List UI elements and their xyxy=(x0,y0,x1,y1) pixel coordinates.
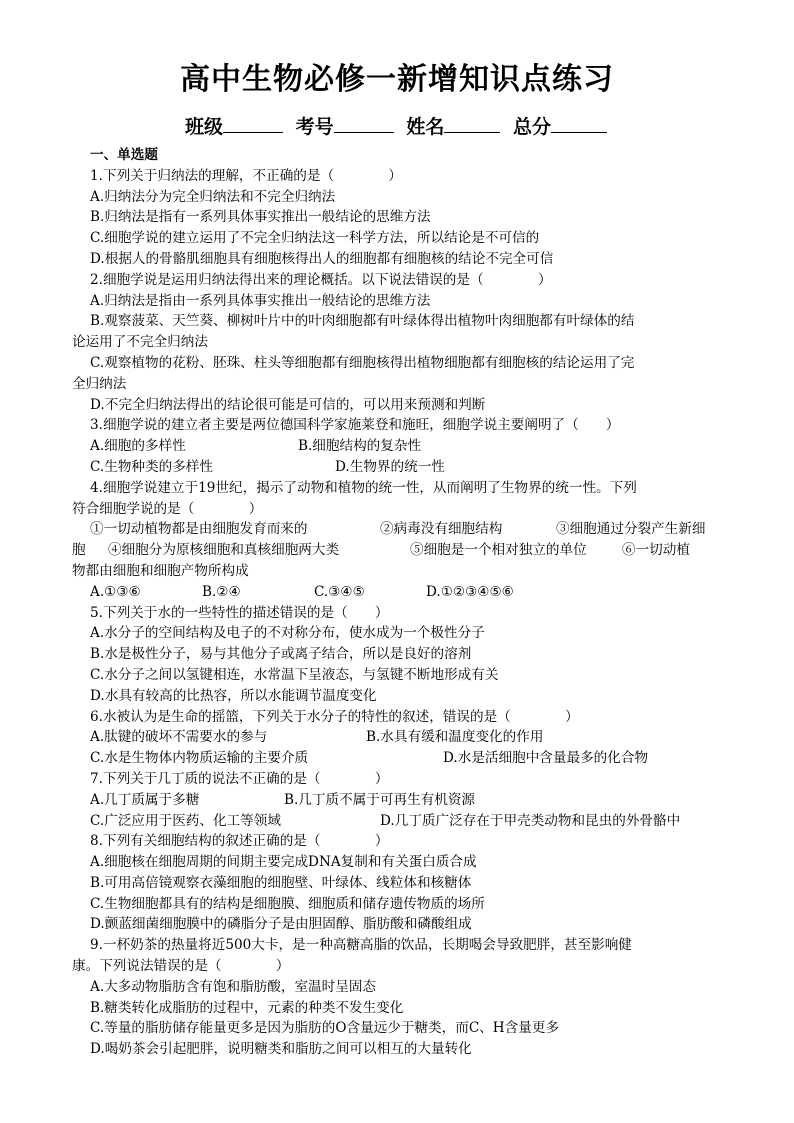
option-d[interactable]: D.生物界的统一性 xyxy=(335,458,445,475)
question-6 xyxy=(90,707,733,769)
option-d[interactable]: D.水是活细胞中含量最多的化合物 xyxy=(443,750,649,767)
total-score-label: 总分 xyxy=(512,116,551,138)
option-c[interactable]: C.③④⑤ xyxy=(314,583,365,600)
option-d[interactable]: D.颤蓝细菌细胞膜中的磷脂分子是由胆固醇、脂肪酸和磷酸组成 xyxy=(90,916,472,933)
question-7 xyxy=(90,769,733,831)
class-blank[interactable] xyxy=(223,112,283,133)
question-stem: 7.下列关于几丁质的说法不正确的是（ ） xyxy=(90,770,389,787)
question-5 xyxy=(90,603,733,707)
option-c[interactable]: C.等量的脂肪储存能量更多是因为脂肪的O含量远少于糖类，而C、H含量更多 xyxy=(90,1020,560,1037)
option-a[interactable]: A.几丁质属于多糖 xyxy=(90,791,200,808)
option-a[interactable]: A.细胞的多样性 xyxy=(90,438,186,455)
option-d[interactable]: D.不完全归纳法得出的结论很可能是可信的，可以用来预测和判断 xyxy=(90,396,486,413)
statement-3: ③细胞通过分裂产生新细 xyxy=(556,521,706,538)
question-stem-continued: 康。下列说法错误的是（ ） xyxy=(72,958,290,975)
option-b[interactable]: B.几丁质不属于可再生有机资源 xyxy=(284,791,476,808)
option-b[interactable]: B.可用高倍镜观察衣藻细胞的细胞壁、叶绿体、线粒体和核糖体 xyxy=(90,874,472,891)
question-8 xyxy=(90,831,733,935)
option-c[interactable]: C.生物细胞都具有的结构是细胞膜、细胞质和储存遗传物质的场所 xyxy=(90,895,485,912)
statement-4: ④细胞分为原核细胞和真核细胞两大类 xyxy=(108,542,340,559)
option-a[interactable]: A.归纳法分为完全归纳法和不完全归纳法 xyxy=(90,188,336,205)
class-label: 班级 xyxy=(185,116,224,138)
option-c[interactable]: C.水是生物体内物质运输的主要介质 xyxy=(90,750,309,767)
option-c[interactable]: C.观察植物的花粉、胚珠、柱头等细胞都有细胞核得出植物细胞都有细胞核的结论运用了完 xyxy=(90,354,635,371)
option-a[interactable]: A.大多动物脂肪含有饱和脂肪酸，室温时呈固态 xyxy=(90,978,377,995)
option-c[interactable]: C.广泛应用于医药、化工等领域 xyxy=(90,812,281,829)
question-body xyxy=(72,145,733,1060)
question-stem: 3.细胞学说的建立者主要是两位德国科学家施莱登和施旺，细胞学说主要阐明了（ ） xyxy=(90,417,620,434)
student-info-line xyxy=(0,112,794,140)
page-title: 高中生物必修一新增知识点练习 xyxy=(180,62,614,97)
statement-5: ⑤细胞是一个相对独立的单位 xyxy=(410,542,587,559)
section-heading: 一、单选题 xyxy=(90,147,158,163)
option-b[interactable]: B.②④ xyxy=(202,583,241,600)
question-stem: 8.下列有关细胞结构的叙述正确的是（ ） xyxy=(90,833,389,850)
question-stem: 9.一杯奶茶的热量将近500大卡，是一种高糖高脂的饮品，长期喝会导致肥胖，甚至影响健 xyxy=(90,937,632,954)
option-d[interactable]: D.水具有较高的比热容，所以水能调节温度变化 xyxy=(90,687,377,704)
option-a[interactable]: A.肽键的破坏不需要水的参与 xyxy=(90,729,268,746)
option-c[interactable]: C.细胞学说的建立运用了不完全归纳法这一科学方法，所以结论是不可信的 xyxy=(90,230,540,247)
exam-number-blank[interactable] xyxy=(334,112,394,133)
question-stem: 4.细胞学说建立于19世纪，揭示了动物和植物的统一性，从而阐明了生物界的统一性。下列 xyxy=(90,479,637,496)
question-stem-continued: 符合细胞学说的是（ ） xyxy=(72,500,263,517)
option-c[interactable]: C.生物种类的多样性 xyxy=(90,458,213,475)
statement-1: ①一切动植物都是由细胞发育而来的 xyxy=(90,521,308,538)
total-score-blank[interactable] xyxy=(551,112,607,133)
option-c-continued[interactable]: 全归纳法 xyxy=(72,375,127,392)
option-b[interactable]: B.观察菠菜、天竺葵、柳树叶片中的叶肉细胞都有叶绿体得出植物叶肉细胞都有叶绿体的结 xyxy=(90,313,635,330)
option-a[interactable]: A.细胞核在细胞周期的间期主要完成DNA复制和有关蛋白质合成 xyxy=(90,854,477,871)
question-1 xyxy=(90,166,733,270)
statement-6: ⑥一切动植 xyxy=(622,542,690,559)
option-d[interactable]: D.根据人的骨骼肌细胞具有细胞核得出人的细胞都有细胞核的结论不完全可信 xyxy=(90,250,554,267)
question-9 xyxy=(72,935,733,1060)
option-d[interactable]: D.①②③④⑤⑥ xyxy=(426,583,514,600)
statement-3-continued: 胞 xyxy=(72,542,86,559)
option-b[interactable]: B.水具有缓和温度变化的作用 xyxy=(366,729,544,746)
option-b[interactable]: B.糖类转化成脂肪的过程中，元素的种类不发生变化 xyxy=(90,999,404,1016)
statement-2: ②病毒没有细胞结构 xyxy=(380,521,503,538)
statement-6-continued: 物都由细胞和细胞产物所构成 xyxy=(72,562,249,579)
question-2 xyxy=(72,270,733,416)
question-stem: 5.下列关于水的一些特性的描述错误的是（ ） xyxy=(90,604,389,621)
option-c[interactable]: C.水分子之间以氢键相连，水常温下呈液态，与氢键不断地形成有关 xyxy=(90,666,499,683)
option-a[interactable]: A.水分子的空间结构及电子的不对称分布，使水成为一个极性分子 xyxy=(90,625,485,642)
name-label: 姓名 xyxy=(406,116,445,138)
question-stem: 6.水被认为是生命的摇篮，下列关于水分子的特性的叙述，错误的是（ ） xyxy=(90,708,579,725)
question-4 xyxy=(72,478,733,603)
option-b[interactable]: B.细胞结构的复杂性 xyxy=(298,438,422,455)
option-a[interactable]: A.归纳法是指由一系列具体事实推出一般结论的思维方法 xyxy=(90,292,431,309)
question-3 xyxy=(90,415,733,477)
question-stem: 2.细胞学说是运用归纳法得出来的理论概括。以下说法错误的是（ ） xyxy=(90,271,552,288)
name-blank[interactable] xyxy=(444,112,500,133)
option-d[interactable]: D.几丁质广泛存在于甲壳类动物和昆虫的外骨骼中 xyxy=(380,812,681,829)
option-a[interactable]: A.①③⑥ xyxy=(90,583,141,600)
option-b-continued[interactable]: 论运用了不完全归纳法 xyxy=(72,334,208,351)
option-b[interactable]: B.水是极性分子，易与其他分子或离子结合，所以是良好的溶剂 xyxy=(90,646,472,663)
exam-number-label: 考号 xyxy=(295,116,334,138)
question-stem: 1.下列关于归纳法的理解，不正确的是（ ） xyxy=(90,167,403,184)
option-b[interactable]: B.归纳法是指有一系列具体事实推出一般结论的思维方法 xyxy=(90,209,431,226)
option-d[interactable]: D.喝奶茶会引起肥胖，说明糖类和脂肪之间可以相互的大量转化 xyxy=(90,1041,472,1058)
